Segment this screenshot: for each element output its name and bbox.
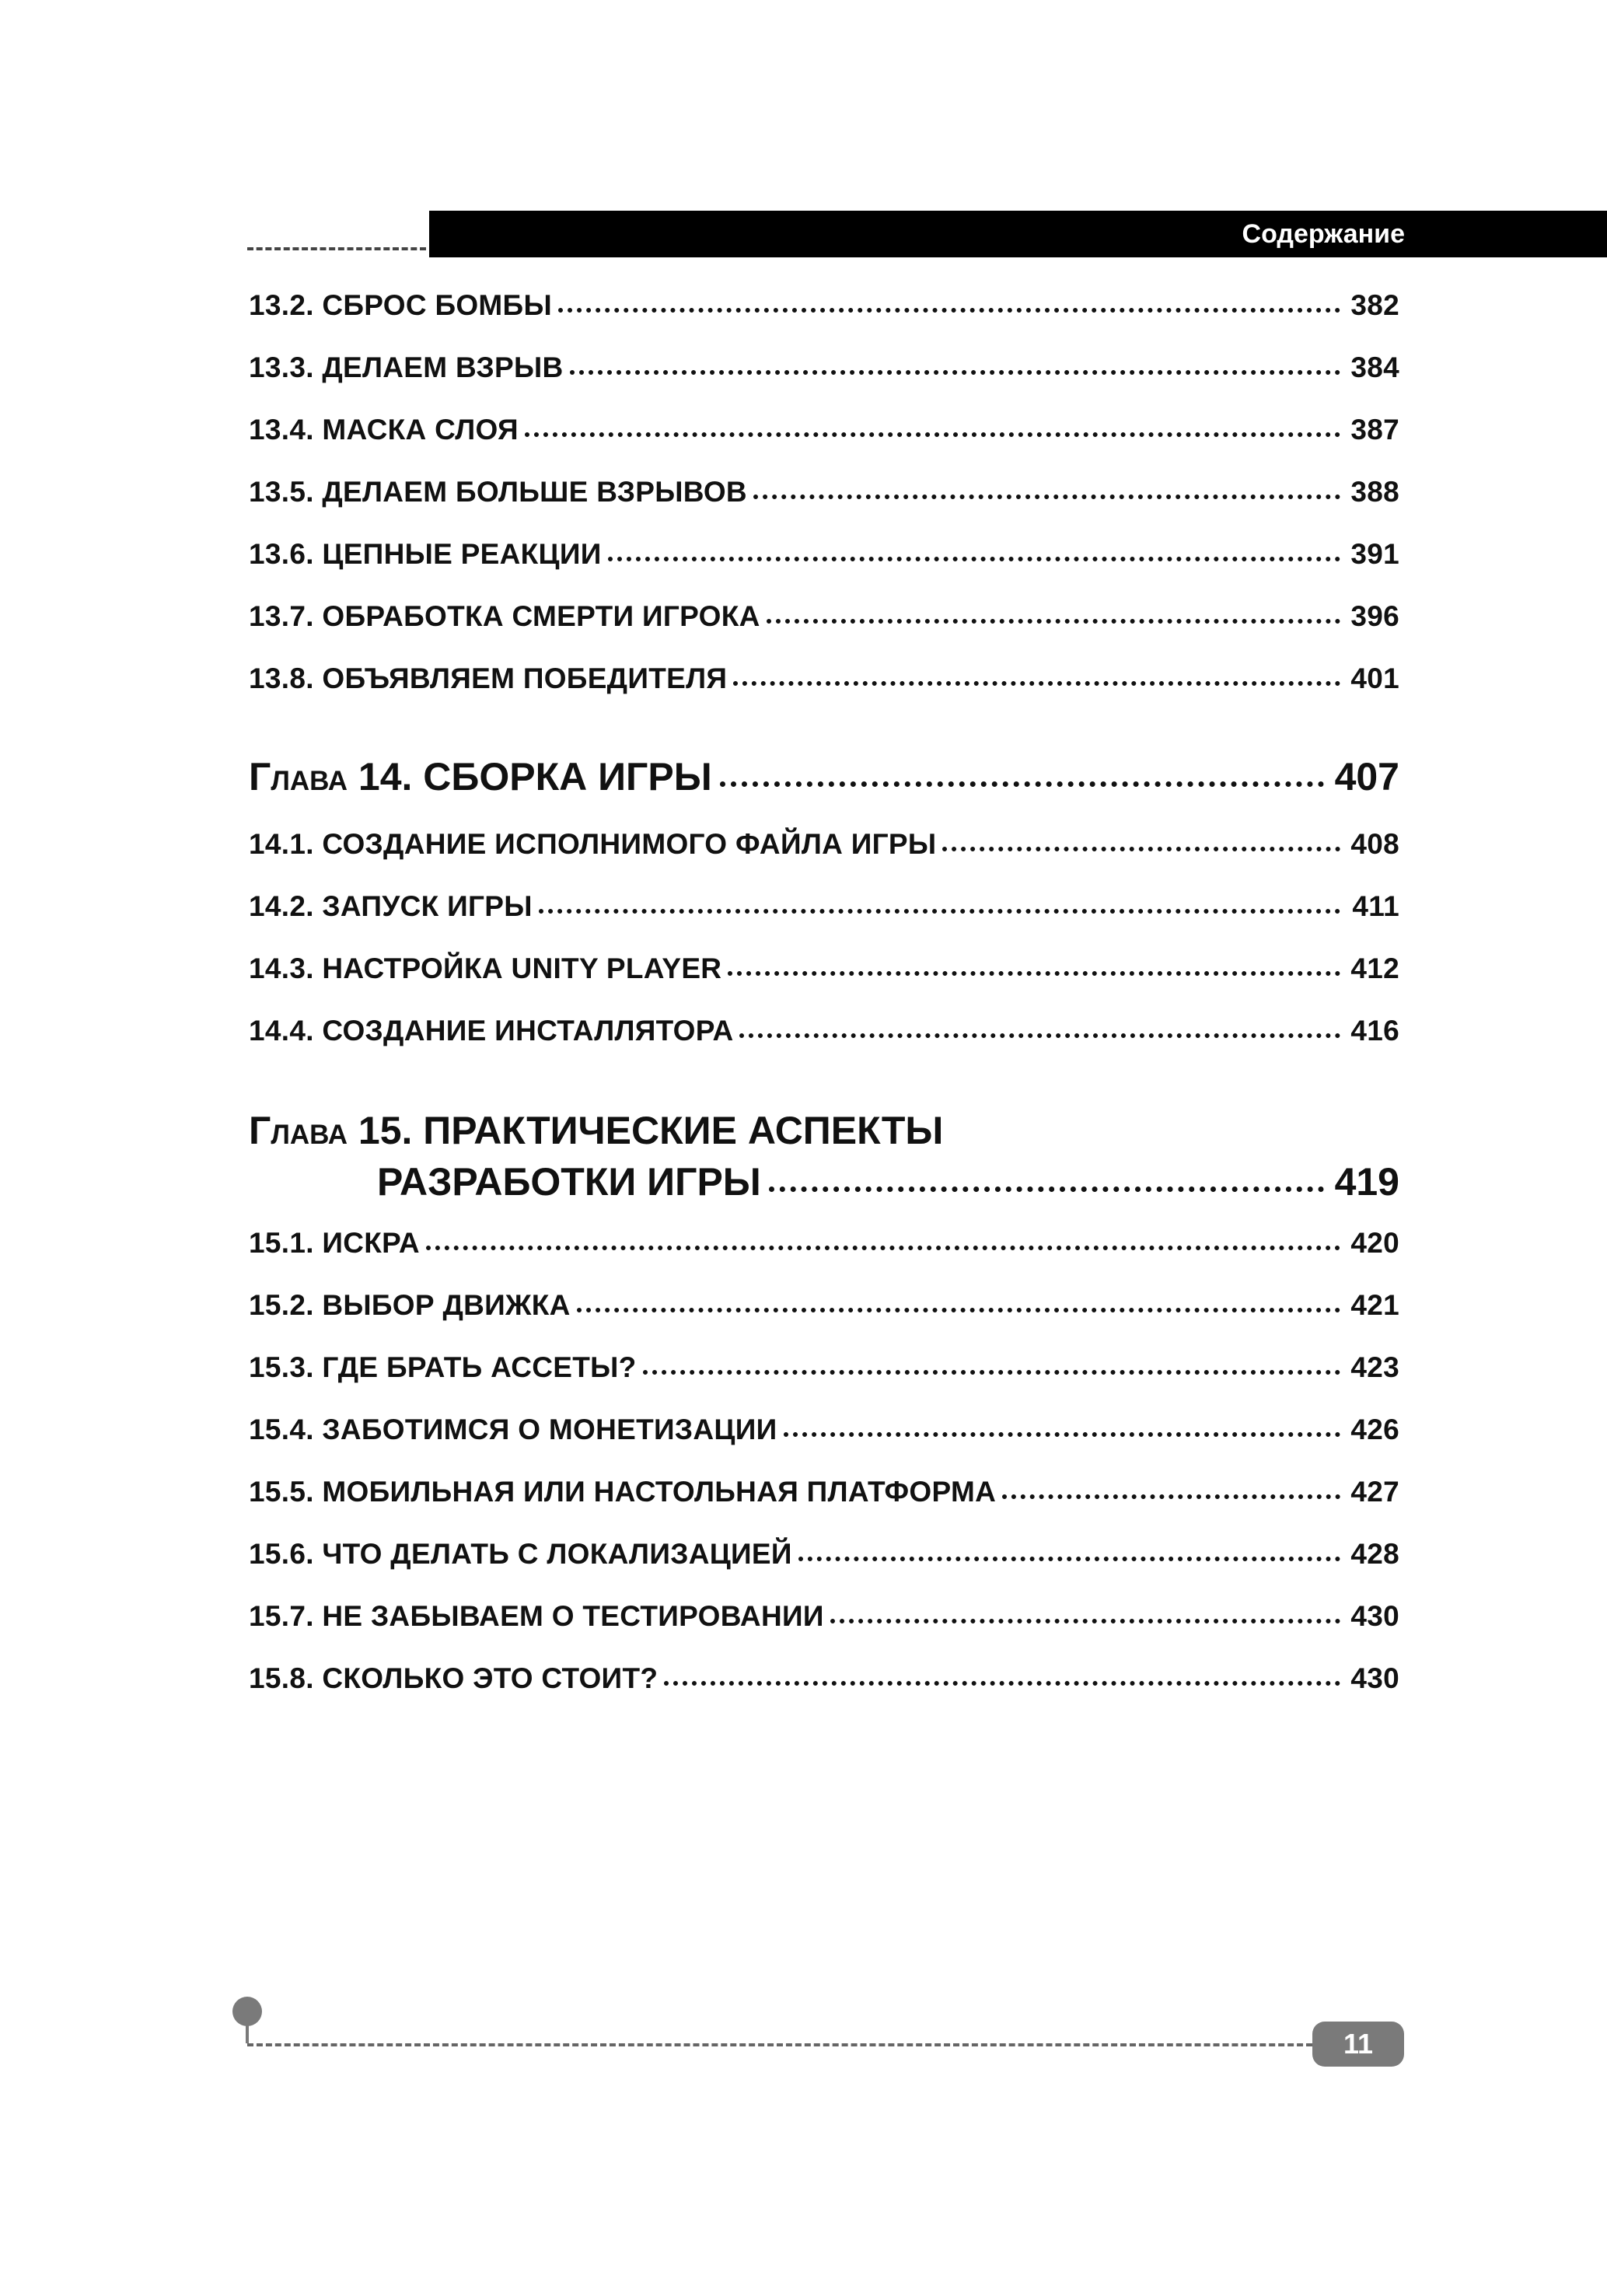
toc-entry-title: 15.4. ЗАБОТИМСЯ О МОНЕТИЗАЦИИ [249,1414,777,1445]
toc-entry-title: 15.5. МОБИЛЬНАЯ ИЛИ НАСТОЛЬНАЯ ПЛАТФОРМА [249,1476,997,1508]
toc-entry[interactable] [249,476,1399,508]
toc-entry-page: 411 [1352,890,1399,922]
toc-entry-page: 387 [1350,414,1399,446]
toc-entry-page: 384 [1350,351,1399,383]
leader-dots [643,1370,1340,1375]
chapter-14-heading[interactable] [249,754,1399,799]
toc-entry[interactable] [249,1227,1399,1260]
footer-stem [246,2025,249,2043]
toc-entry-title: 14.2. ЗАПУСК ИГРЫ [249,890,533,922]
chapter-page: 407 [1334,755,1399,799]
leader-dots [753,494,1340,499]
toc-entry[interactable] [249,1662,1399,1695]
toc-entry-page: 420 [1350,1227,1399,1259]
leader-dots [728,971,1340,976]
toc-entry-page: 396 [1350,600,1399,632]
leader-dots [769,1186,1324,1192]
toc-entry-page: 382 [1350,289,1399,321]
toc-entry-title: 13.7. ОБРАБОТКА СМЕРТИ ИГРОКА [249,600,760,632]
toc-entry[interactable] [249,1538,1399,1571]
running-header-title: Содержание [1242,218,1405,249]
page-number: 11 [1343,2028,1374,2060]
chapter-word: Глава [249,1109,348,1152]
toc-entry-page: 426 [1350,1414,1399,1445]
toc-entry-title: 15.2. ВЫБОР ДВИЖКА [249,1289,571,1321]
toc-entry-page: 423 [1350,1351,1399,1383]
leader-dots [798,1557,1340,1561]
leader-dots [830,1619,1340,1623]
toc-entry[interactable] [249,289,1399,322]
toc-entry[interactable] [249,828,1399,861]
toc-entry[interactable] [249,600,1399,633]
toc-entry-page: 430 [1350,1662,1399,1694]
toc-entry-title: 15.8. СКОЛЬКО ЭТО СТОИТ? [249,1662,659,1694]
leader-dots [942,847,1340,851]
toc-entry-title: 13.5. ДЕЛАЕМ БОЛЬШЕ ВЗРЫВОВ [249,476,747,508]
leader-dots [733,681,1340,686]
chapter-title-line2: РАЗРАБОТКИ ИГРЫ [377,1160,761,1204]
toc-entry-title: 13.8. ОБЪЯВЛЯЕМ ПОБЕДИТЕЛЯ [249,662,728,694]
toc-entry-page: 391 [1350,538,1399,570]
toc-entry-title: 14.4. СОЗДАНИЕ ИНСТАЛЛЯТОРА [249,1015,734,1047]
toc-entry-page: 430 [1350,1600,1399,1632]
toc-entry[interactable] [249,1015,1399,1047]
toc-entry[interactable] [249,538,1399,571]
chapter-page: 419 [1334,1160,1399,1204]
leader-dots [1002,1494,1340,1499]
chapter-word: Глава [249,755,348,799]
toc-entry-title: 14.1. СОЗДАНИЕ ИСПОЛНИМОГО ФАЙЛА ИГРЫ [249,828,937,860]
toc-entry-page: 416 [1350,1015,1399,1047]
leader-dots [739,1033,1340,1038]
toc-entry-page: 408 [1350,828,1399,860]
toc-entry-page: 401 [1350,662,1399,694]
toc-entry-title: 13.4. МАСКА СЛОЯ [249,414,519,446]
toc-entry[interactable] [249,1476,1399,1508]
toc-entry-title: 15.1. ИСКРА [249,1227,420,1259]
footer-dot-icon [232,1997,262,2026]
toc-entry[interactable] [249,414,1399,446]
leader-dots [558,308,1340,313]
toc-entry-title: 15.3. ГДЕ БРАТЬ АССЕТЫ? [249,1351,637,1383]
footer-dashed-rule [247,2043,1312,2046]
leader-dots [570,370,1340,375]
toc-entry[interactable] [249,1351,1399,1384]
chapter-title-line1: 15. ПРАКТИЧЕСКИЕ АСПЕКТЫ [358,1109,944,1152]
toc-entry-page: 388 [1350,476,1399,508]
leader-dots [720,781,1324,787]
toc-entry-title: 13.3. ДЕЛАЕМ ВЗРЫВ [249,351,564,383]
leader-dots [664,1681,1340,1686]
toc-entry[interactable] [249,1414,1399,1446]
toc-entry-title: 15.6. ЧТО ДЕЛАТЬ С ЛОКАЛИЗАЦИЕЙ [249,1538,792,1570]
toc-entry-title: 15.7. НЕ ЗАБЫВАЕМ О ТЕСТИРОВАНИИ [249,1600,824,1632]
leader-dots [784,1432,1340,1437]
toc-entry-page: 421 [1350,1289,1399,1321]
leader-dots [525,432,1340,437]
toc-entry[interactable] [249,1600,1399,1633]
toc-entry-page: 428 [1350,1538,1399,1570]
leader-dots [539,909,1340,914]
toc-entry[interactable] [249,351,1399,384]
running-header [429,211,1607,257]
chapter-15-heading[interactable] [249,1108,1399,1204]
leader-dots [426,1246,1340,1250]
page-number-badge [1312,2022,1404,2067]
toc-entry[interactable] [249,952,1399,985]
toc-entry-title: 13.2. СБРОС БОМБЫ [249,289,552,321]
leader-dots [608,557,1340,561]
leader-dots [767,619,1340,624]
toc-entry-title: 13.6. ЦЕПНЫЕ РЕАКЦИИ [249,538,602,570]
toc-entry[interactable] [249,662,1399,695]
header-dashed-rule [247,247,426,250]
leader-dots [577,1308,1340,1312]
toc-entry[interactable] [249,890,1399,923]
toc-entry-title: 14.3. НАСТРОЙКА UNITY PLAYER [249,952,722,984]
toc-entry-page: 427 [1350,1476,1399,1508]
toc-entry[interactable] [249,1289,1399,1322]
chapter-title: 14. СБОРКА ИГРЫ [358,755,712,799]
toc-entry-page: 412 [1350,952,1399,984]
